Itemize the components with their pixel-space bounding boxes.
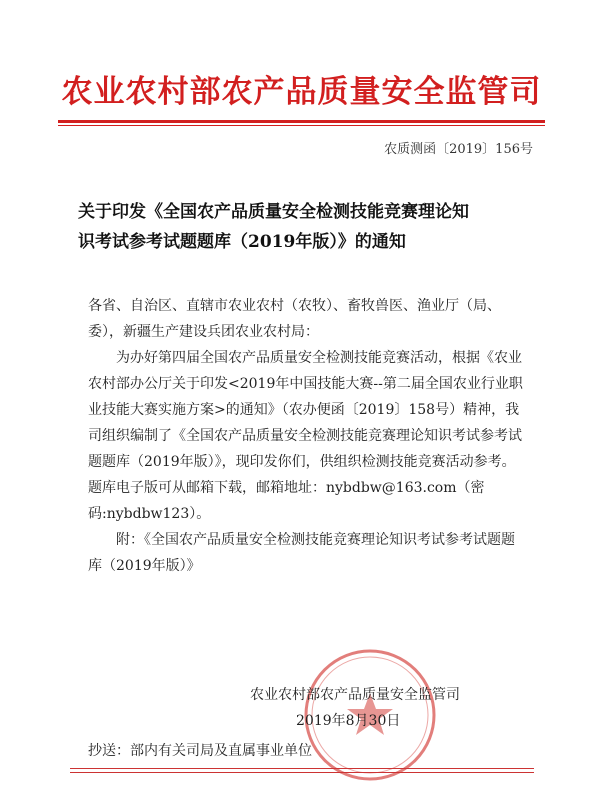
document-number: 农质测函〔2019〕156号 xyxy=(384,142,533,157)
agency-title: 农业农村部农产品质量安全监管司 xyxy=(61,74,542,110)
main-paragraph: 为办好第四届全国农产品质量安全检测技能竞赛活动，根据《农业农村部办公厅关于印发<2019年中国技能大赛--第二届全国农业行业职业技能大赛实施方案>的通知》（农办便函〔2019〕158号）精神，我司组织编制了《全国农产品质量安全检测技能竞赛理论知识考试参考试题题库（2019年版）》，现印发你们，供组织检测技能竞赛活动参考。题库电子版可从邮箱下载，邮箱地址：nybdbw@163.com（密码:nybdbw123）。 xyxy=(88,350,523,522)
signature-date: 2019年8月30日 xyxy=(296,713,401,729)
signature-org: 农业农村部农产品质量安全监管司 xyxy=(250,687,460,703)
cc-line: 抄送：部内有关司局及直属事业单位 xyxy=(88,743,312,759)
header-red-rule-thin xyxy=(58,125,545,126)
footer-rule-2 xyxy=(70,772,534,773)
header-red-rule xyxy=(58,120,545,123)
document-heading xyxy=(78,197,528,257)
document-body xyxy=(88,293,528,579)
heading-line-2: 识考试参考试题题库（2019年版）》的通知 xyxy=(78,232,406,252)
footer-rule xyxy=(70,768,534,769)
attachment-note: 附：《全国农产品质量安全检测技能竞赛理论知识考试参考试题题库（2019年版）》 xyxy=(88,532,515,574)
salutation: 各省、自治区、直辖市农业农村（农牧）、畜牧兽医、渔业厅（局、委），新疆生产建设兵团农业农村局： xyxy=(88,298,501,340)
signature-block xyxy=(250,682,460,734)
heading-line-1: 关于印发《全国农产品质量安全检测技能竞赛理论知 xyxy=(78,202,469,222)
